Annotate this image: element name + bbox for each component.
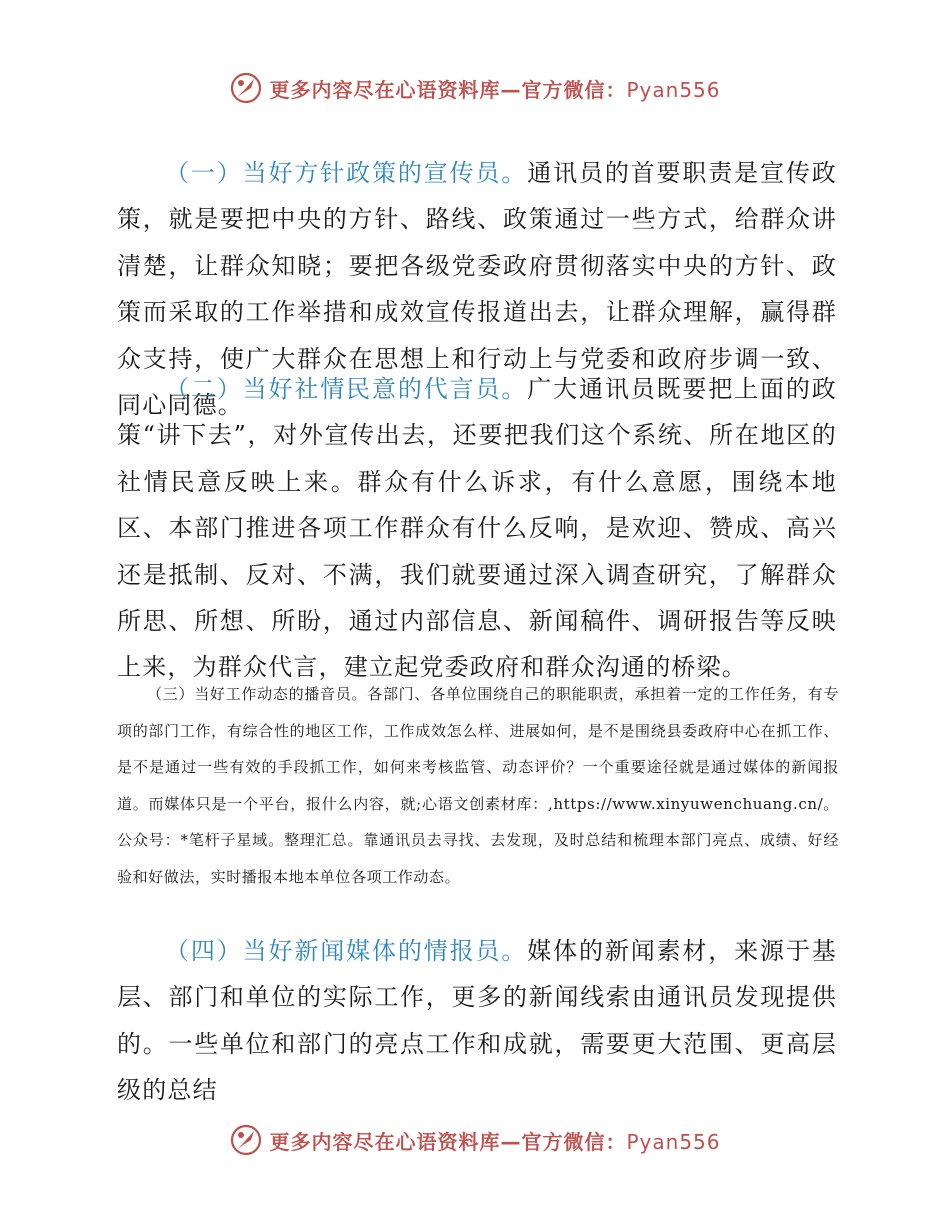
paragraph-3: （三）当好工作动态的播音员。各部门、各单位围绕自己的职能职责，承担着一定的工作任务，有专项的部门工作，有综合性的地区工作，工作成效怎么样、进展如何，是不是围绕县委政府中心在抓工作、是不是通过一些有效的手段抓工作，如何来考核监管、动态评价？一个重要途径就是通过媒体的新闻报道。而媒体只是一个平台，报什么内容，就;心语文创素材库：,https://www.xinyuwenchuang.cn/。公众号：*笔杆子星域。整理汇总。靠通讯员去寻找、去发现，及时总结和梳理本部门亮点、成绩、好经验和好做法，实时播报本地本单位各项工作动态。 bbox=[117, 685, 839, 886]
section-heading-4: （四）当好新闻媒体的情报员。 bbox=[165, 937, 528, 965]
banner-text: 更多内容尽在心语资料库—官方微信：Pyan556 bbox=[269, 1129, 721, 1154]
banner-wechat-id: Pyan556 bbox=[626, 77, 721, 102]
section-body-4: 媒体的新闻素材，来源于基层、部门和单位的实际工作，更多的新闻线索由通讯员发现提供的。一些单位和部门的亮点工作和成就，需要更大范围、更高层级的总结 bbox=[117, 937, 837, 1105]
section-body-2: 广大通讯员既要把上面的政策“讲下去”，对外宣传出去，还要把我们这个系统、所在地区的社情民意反映上来。群众有什么诉求，有什么意愿，围绕本地区、本部门推进各项工作群众有什么反响，是欢迎、赞成、高兴还是抵制、反对、不满，我们就要通过深入调查研究，了解群众所思、所想、所盼，通过内部信息、新闻稿件、调研报告等反映上来，为群众代言，建立起党委政府和群众沟通的桥梁。 bbox=[117, 375, 837, 682]
section-heading-2: （二）当好社情民意的代言员。 bbox=[165, 375, 528, 403]
section-heading-1: （一）当好方针政策的宣传员。 bbox=[165, 159, 528, 187]
quill-pen-logo-icon bbox=[229, 71, 263, 105]
quill-pen-logo-icon bbox=[229, 1123, 263, 1157]
section-body-1: 通讯员的首要职责是宣传政策，就是要把中央的方针、路线、政策通过一些方式，给群众讲清楚，让群众知晓；要把各级党委政府贯彻落实中央的方针、政策而采取的工作举措和成效宣传报道出去，让群众理解，赢得群众支持，使广大群众在思想上和行动上与党委和政府步调一致、同心同德。 bbox=[117, 159, 837, 420]
banner-wechat-id: Pyan556 bbox=[626, 1129, 721, 1154]
banner-text: 更多内容尽在心语资料库—官方微信：Pyan556 bbox=[269, 77, 721, 102]
footer-banner bbox=[0, 1118, 950, 1162]
paragraph-4 bbox=[117, 928, 837, 1114]
paragraph-2 bbox=[117, 366, 837, 691]
header-banner bbox=[0, 66, 950, 110]
